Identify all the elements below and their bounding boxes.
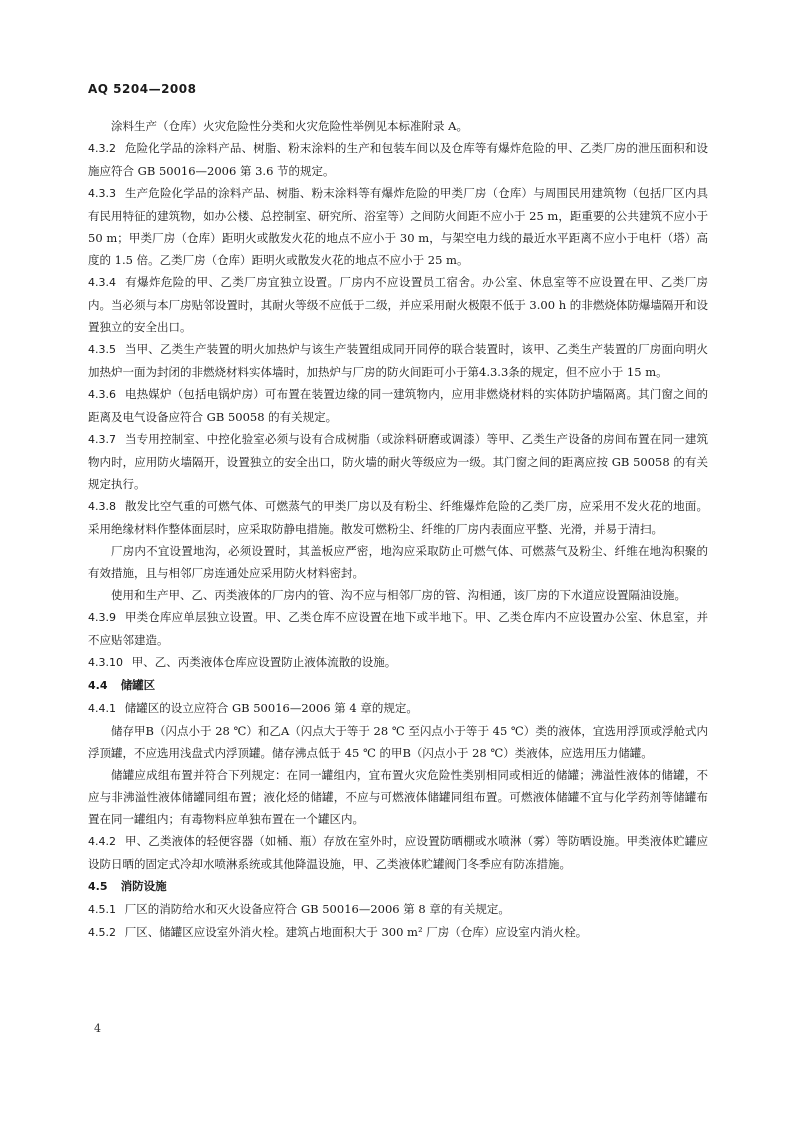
clause-paragraph: [88, 495, 708, 540]
section-title: 储罐区: [120, 678, 156, 692]
clause-paragraph: [88, 898, 708, 921]
clause-paragraph: [88, 921, 708, 944]
clause-text: 有爆炸危险的甲、乙类厂房宜独立设置。厂房内不应设置员工宿舍。办公室、休息室等不应设置在甲、乙类厂房内。当必须与本厂房贴邻设置时，其耐火等级不应低于二级，并应采用耐火极限不低于 3.00 h 的非燃烧体防爆墙隔开和设置独立的安全出口。: [88, 275, 708, 334]
clause-text: 甲类仓库应单层独立设置。甲、乙类仓库不应设置在地下或半地下。甲、乙类仓库内不应设置办公室、休息室，并不应贴邻建造。: [88, 610, 708, 647]
clause-text: 储存甲B（闪点小于 28 ℃）和乙A（闪点大于等于 28 ℃ 至闪点小于等于 45 ℃）类的液体，宜选用浮顶或浮舱式内浮顶罐，不应选用浅盘式内浮顶罐。储存沸点低于 45 ℃ 的甲B（闪点小于 28 ℃）类液体，应选用压力储罐。: [88, 724, 708, 760]
clause-number: 4.3.8: [88, 500, 116, 513]
clause-paragraph: [88, 383, 708, 428]
clause-number: 4.3.3: [88, 187, 116, 200]
continuation-paragraph: [88, 115, 708, 137]
clause-paragraph: [88, 651, 708, 674]
clause-paragraph: [88, 697, 708, 720]
clause-number: 4.3.7: [88, 433, 116, 446]
clause-text: 厂区的消防给水和灭火设备应符合 GB 50016—2006 第 8 章的有关规定。: [124, 902, 510, 916]
clause-text: 电热媒炉（包括电锅炉房）可布置在装置边缘的同一建筑物内，应用非燃烧材料的实体防护墙隔离。其门窗之间的距离及电气设备应符合 GB 50058 的有关规定。: [88, 387, 708, 424]
clause-number: 4.5.2: [88, 926, 116, 939]
section-title: 消防设施: [120, 879, 167, 893]
section-heading: [88, 875, 708, 898]
clause-paragraph: [88, 338, 708, 383]
clause-text: 当甲、乙类生产装置的明火加热炉与该生产装置组成同开同停的联合装置时，该甲、乙类生产装置的厂房面向明火加热炉一面为封闭的非燃烧材料实体墙时，加热炉与厂房的防火间距可小于第4.3.3条的规定，但不应小于 15 m。: [88, 342, 708, 379]
clause-number: 4.3.9: [88, 611, 116, 624]
clause-number: 4.5.1: [88, 903, 116, 916]
clause-paragraph: [88, 271, 708, 338]
clause-number: 4.5: [88, 880, 108, 893]
clause-text: 厂区、储罐区应设室外消火栓。建筑占地面积大于 300 m² 厂房（仓库）应设室内消火栓。: [124, 925, 588, 939]
continuation-paragraph: [88, 764, 708, 830]
continuation-paragraph: [88, 540, 708, 584]
document-code-header: AQ 5204—2008: [88, 82, 197, 96]
clause-text: 当专用控制室、中控化验室必须与设有合成树脂（或涂料研磨或调漆）等甲、乙类生产设备的房间布置在同一建筑物内时，应用防火墙隔开，设置独立的安全出口，防火墙的耐火等级应为一级。其门窗之间的距离应按 GB 50058 的有关规定执行。: [88, 432, 708, 491]
clause-text: 生产危险化学品的涂料产品、树脂、粉末涂料等有爆炸危险的甲类厂房（仓库）与周围民用建筑物（包括厂区内具有民用特征的建筑物，如办公楼、总控制室、研究所、浴室等）之间防火间距不应小于 25 m，距重要的公共建筑不应小于 50 m；甲类厂房（仓库）距明火或散发火花的地点不应小于 30 m，与架空电力线的最近水平距离不应小于电杆（塔）高度的 1.5 倍。乙类厂房（仓库）距明火或散发火花的地点不应小于 25 m。: [88, 186, 708, 267]
clause-text: 储罐应成组布置并符合下列规定：在同一罐组内，宜布置火灾危险性类别相同或相近的储罐；沸溢性液体的储罐，不应与非沸溢性液体储罐同组布置；液化烃的储罐，不应与可燃液体储罐同组布置。可燃液体储罐不宜与化学药剂等储罐布置在同一罐组内；有毒物料应单独布置在一个罐区内。: [88, 768, 708, 826]
clause-text: 使用和生产甲、乙、丙类液体的厂房内的管、沟不应与相邻厂房的管、沟相通，该厂房的下水道应设置隔油设施。: [111, 588, 686, 602]
clause-text: 厂房内不宜设置地沟，必须设置时，其盖板应严密，地沟应采取防止可燃气体、可燃蒸气及粉尘、纤维在地沟积聚的有效措施，且与相邻厂房连通处应采用防火材料密封。: [88, 544, 708, 580]
continuation-paragraph: [88, 584, 708, 606]
document-body: [88, 115, 708, 944]
clause-paragraph: [88, 428, 708, 495]
clause-number: 4.4.1: [88, 702, 116, 715]
section-heading: [88, 674, 708, 697]
clause-paragraph: [88, 137, 708, 182]
clause-number: 4.3.10: [88, 656, 123, 669]
page-number: 4: [94, 1022, 101, 1035]
clause-paragraph: [88, 182, 708, 271]
clause-number: 4.3.6: [88, 388, 116, 401]
clause-text: 储罐区的设立应符合 GB 50016—2006 第 4 章的规定。: [124, 701, 418, 715]
clause-number: 4.4.2: [88, 835, 116, 848]
clause-number: 4.3.2: [88, 142, 116, 155]
clause-text: 涂料生产（仓库）火灾危险性分类和火灾危险性举例见本标准附录 A。: [111, 119, 468, 133]
clause-paragraph: [88, 606, 708, 651]
clause-paragraph: [88, 830, 708, 875]
continuation-paragraph: [88, 720, 708, 764]
clause-number: 4.3.5: [88, 343, 116, 356]
clause-text: 甲、乙类液体的轻便容器（如桶、瓶）存放在室外时，应设置防晒棚或水喷淋（雾）等防晒设施。甲类液体贮罐应设防日晒的固定式冷却水喷淋系统或其他降温设施，甲、乙类液体贮罐阀门冬季应有防冻措施。: [88, 834, 708, 871]
clause-text: 危险化学品的涂料产品、树脂、粉末涂料的生产和包装车间以及仓库等有爆炸危险的甲、乙类厂房的泄压面积和设施应符合 GB 50016—2006 第 3.6 节的规定。: [88, 141, 708, 178]
clause-text: 散发比空气重的可燃气体、可燃蒸气的甲类厂房以及有粉尘、纤维爆炸危险的乙类厂房，应采用不发火花的地面。采用绝缘材料作整体面层时，应采取防静电措施。散发可燃粉尘、纤维的厂房内表面应平整、光滑，并易于清扫。: [88, 499, 708, 536]
clause-number: 4.4: [88, 679, 108, 692]
clause-number: 4.3.4: [88, 276, 116, 289]
clause-text: 甲、乙、丙类液体仓库应设置防止液体流散的设施。: [131, 655, 397, 669]
